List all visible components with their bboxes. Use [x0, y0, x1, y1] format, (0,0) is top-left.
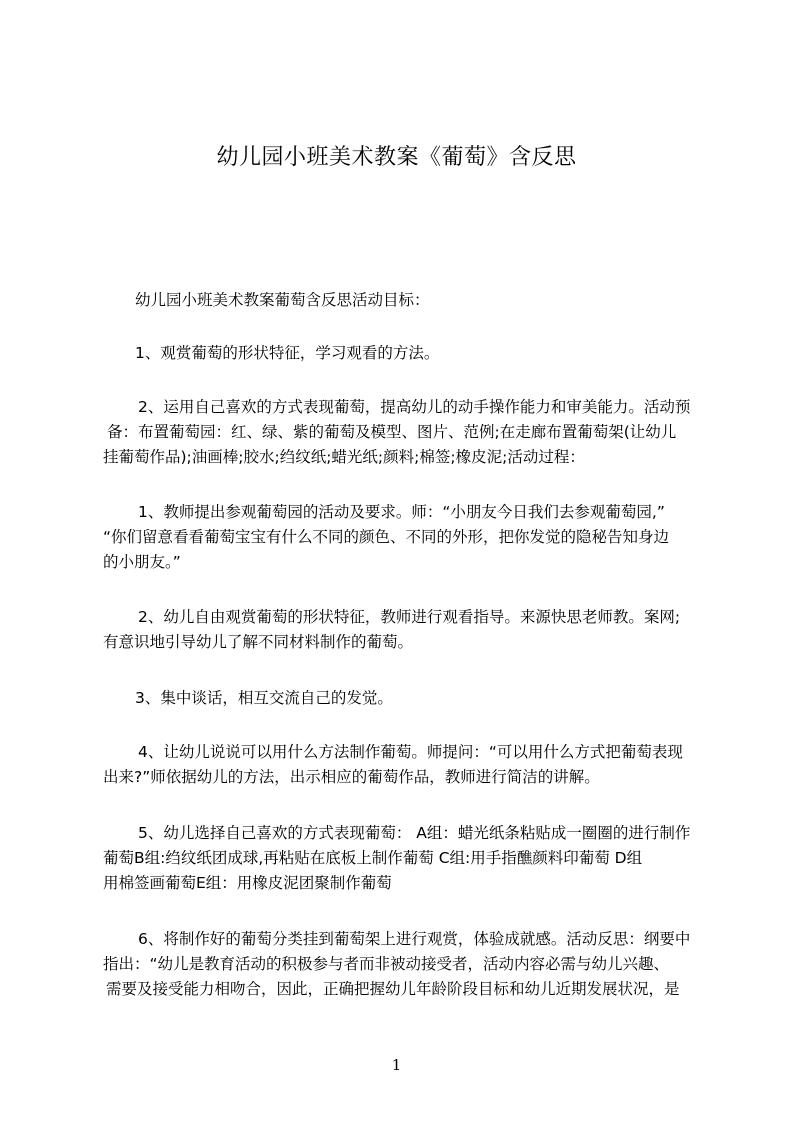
paragraph-objective-2-preparation — [103, 395, 715, 470]
paragraph-step-2 — [103, 605, 715, 655]
text-line: 1、观赏葡萄的形状特征，学习观看的方法。 — [135, 344, 440, 362]
text-line: 幼儿园小班美术教案葡萄含反思活动目标： — [135, 291, 430, 309]
paragraph-step-6-reflection — [103, 927, 715, 1002]
text-line: 挂葡萄作品);油画棒;胶水;绉纹纸;蜡光纸;颜料;棉签;橡皮泥;活动过程： — [103, 448, 585, 466]
paragraph-step-5 — [103, 821, 715, 896]
paragraph-step-3 — [103, 686, 715, 711]
text-line: 3、集中谈话，相互交流自己的发觉。 — [135, 689, 393, 707]
page-number: 1 — [391, 1056, 402, 1074]
paragraph-step-1 — [103, 500, 715, 575]
text-line: 葡萄B组:绉纹纸团成球,再粘贴在底板上制作葡萄 C组:用手指醮颜料印葡萄 D组 — [103, 849, 643, 867]
text-line: 需要及接受能力相吻合，因此，正确把握幼儿年龄阶段目标和幼儿近期发展状况，是 — [106, 980, 680, 998]
paragraph-objectives-heading — [103, 288, 715, 313]
text-line: 2、运用自己喜欢的方式表现葡萄，提高幼儿的动手操作能力和审美能力。活动预 — [138, 398, 691, 416]
text-line: 用棉签画葡萄E组：用橡皮泥团聚制作葡萄 — [103, 874, 392, 892]
text-line: 备：布置葡萄园：红、绿、紫的葡萄及模型、图片、范例;在走廊布置葡萄架(让幼儿 — [107, 423, 677, 441]
text-line: 5、幼儿选择自己喜欢的方式表现葡萄： A组：蜡光纸条粘贴成一圈圈的进行制作 — [138, 824, 691, 842]
document-title: 幼儿园小班美术教案《葡萄》含反思 — [216, 145, 577, 170]
text-line: 4、让幼儿说说可以用什么方法制作葡萄。师提问：“可以用什么方式把葡萄表现 — [138, 743, 683, 761]
text-line: 1、教师提出参观葡萄园的活动及要求。师：“小朋友今日我们去参观葡萄园,” — [138, 503, 665, 521]
paragraph-objective-1 — [103, 341, 715, 366]
text-line: 指出：“幼儿是教育活动的积极参与者而非被动接受者，活动内容必需与幼儿兴趣、 — [103, 955, 670, 973]
text-line: 有意识地引导幼儿了解不同材料制作的葡萄。 — [103, 633, 414, 651]
text-line: 的小朋友。” — [103, 553, 181, 571]
text-line: 出来?”师依据幼儿的方法，出示相应的葡萄作品，教师进行简洁的讲解。 — [103, 768, 600, 786]
text-line: “你们留意看看葡萄宝宝有什么不同的颜色、不同的外形，把你发觉的隐秘告知身边 — [103, 528, 670, 546]
text-line: 6、将制作好的葡萄分类挂到葡萄架上进行观赏，体验成就感。活动反思：纲要中 — [138, 930, 691, 948]
paragraph-step-4 — [103, 740, 715, 790]
text-line: 2、幼儿自由观赏葡萄的形状特征，教师进行观看指导。来源快思老师教。案网; — [138, 608, 681, 626]
